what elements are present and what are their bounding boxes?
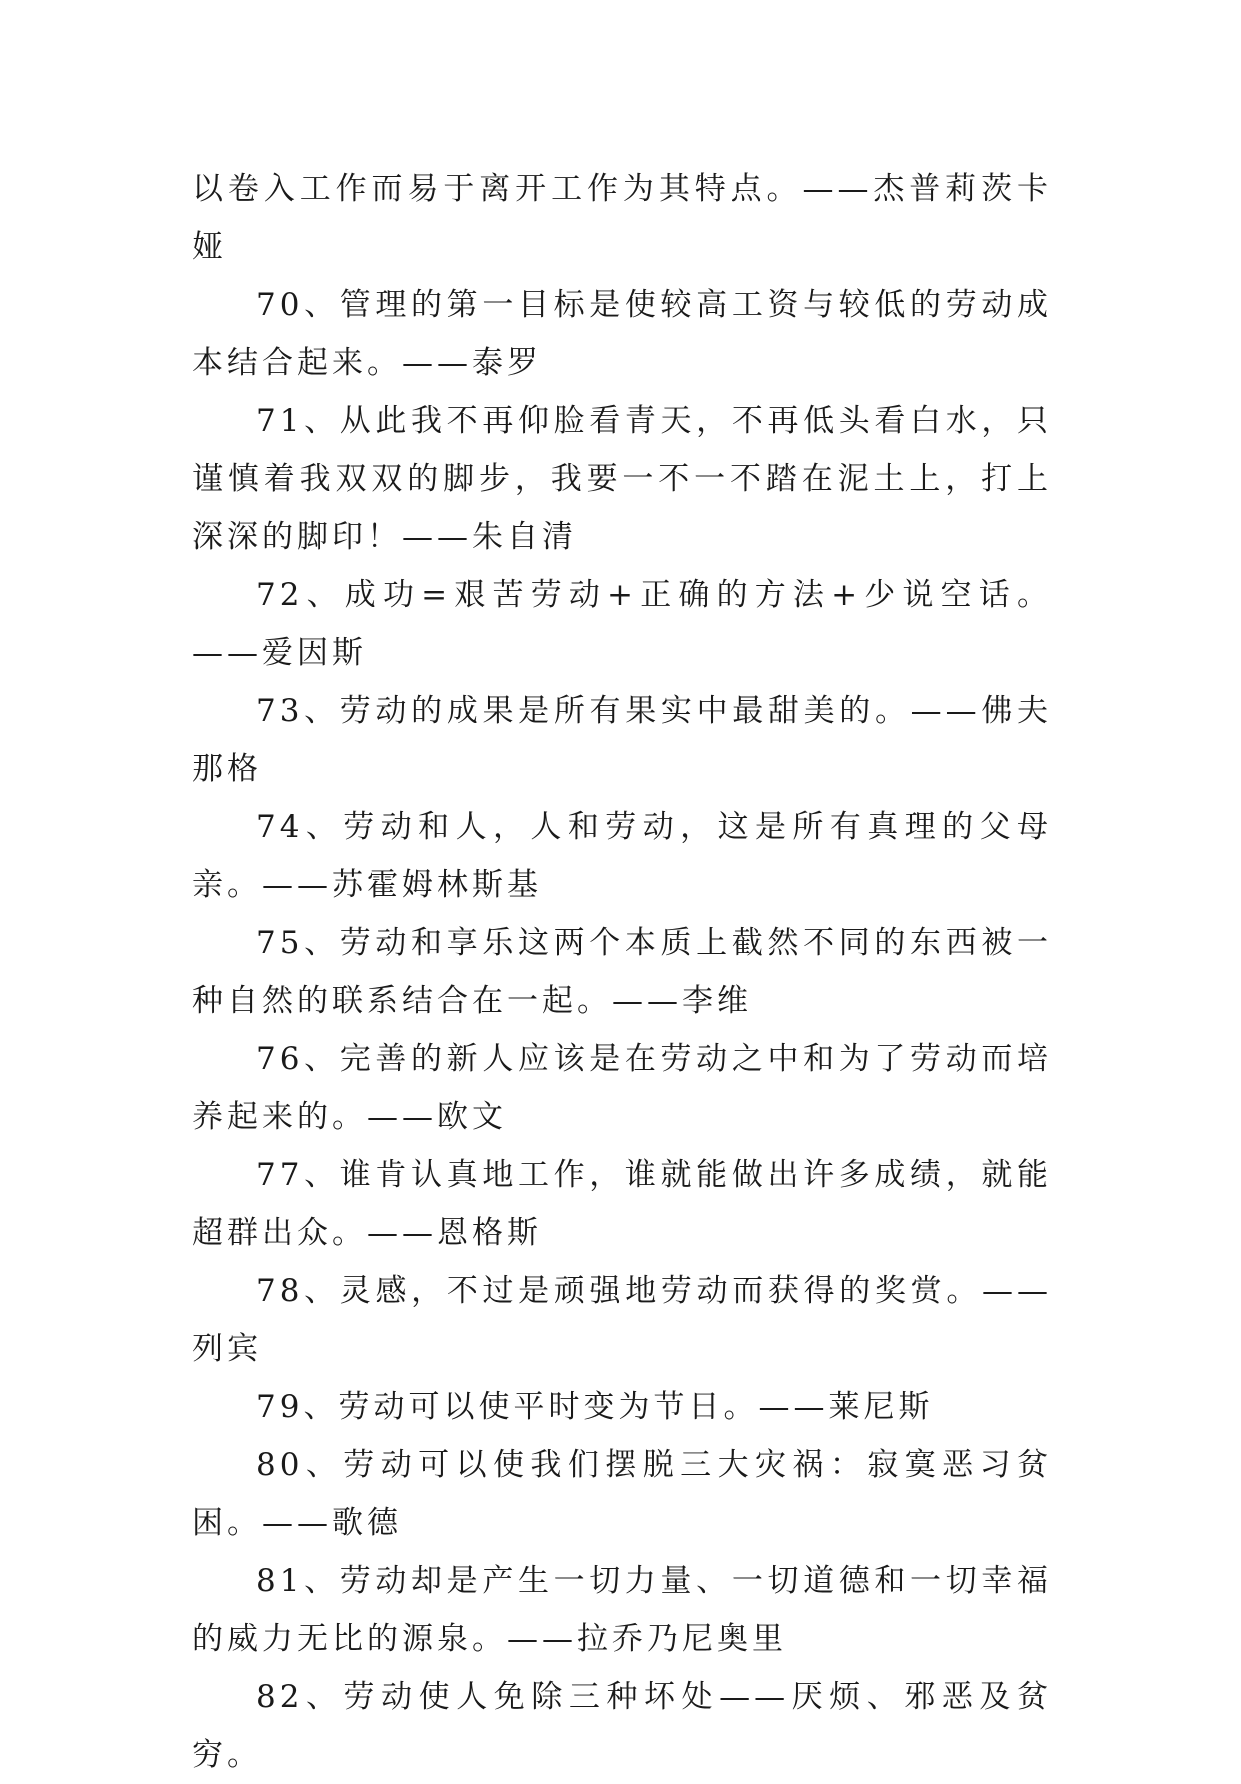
quote-paragraph-75: 75、劳动和享乐这两个本质上截然不同的东西被一种自然的联系结合在一起。——李维 [192,925,1052,1019]
quote-paragraph-81: 81、劳动却是产生一切力量、一切道德和一切幸福的威力无比的源泉。——拉乔乃尼奥里 [192,1563,1052,1657]
quote-paragraph-78: 78、灵感，不过是顽强地劳动而获得的奖赏。——列宾 [192,1273,1052,1367]
quote-paragraph-77: 77、谁肯认真地工作，谁就能做出许多成绩，就能超群出众。——恩格斯 [192,1157,1052,1251]
quote-paragraph-continuation: 以卷入工作而易于离开工作为其特点。——杰普莉茨卡娅 [192,171,1052,265]
quote-paragraph-79: 79、劳动可以使平时变为节日。——莱尼斯 [256,1389,934,1425]
quote-paragraph-76: 76、完善的新人应该是在劳动之中和为了劳动而培养起来的。——欧文 [192,1041,1052,1135]
quote-paragraph-73: 73、劳动的成果是所有果实中最甜美的。——佛夫那格 [192,693,1052,787]
quote-paragraph-70: 70、管理的第一目标是使较高工资与较低的劳动成本结合起来。——泰罗 [192,287,1052,381]
quote-paragraph-80: 80、劳动可以使我们摆脱三大灾祸：寂寞恶习贫困。——歌德 [192,1447,1052,1541]
quote-paragraph-71: 71、从此我不再仰脸看青天，不再低头看白水，只谨慎着我双双的脚步，我要一不一不踏在泥土上，打上深深的脚印！——朱自清 [192,403,1052,555]
quote-list [192,160,1052,1784]
quote-paragraph-72: 72、成功=艰苦劳动+正确的方法+少说空话。——爱因斯 [192,577,1052,671]
quote-paragraph-74: 74、劳动和人，人和劳动，这是所有真理的父母亲。——苏霍姆林斯基 [192,809,1052,903]
quote-paragraph-82: 82、劳动使人免除三种坏处——厌烦、邪恶及贫穷。 [192,1679,1052,1773]
